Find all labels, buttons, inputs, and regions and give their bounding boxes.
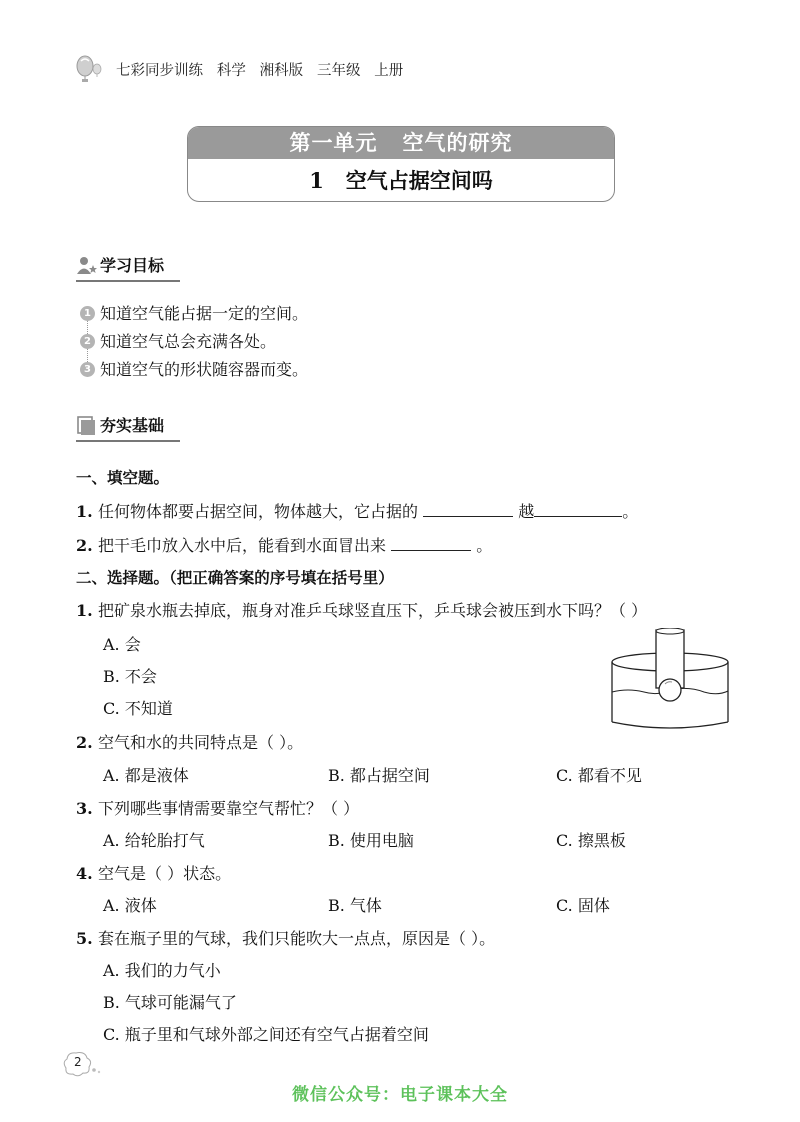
question-number: 1.	[76, 601, 93, 620]
goal-item	[80, 328, 580, 356]
question-text: 空气和水的共同特点是（ ）。	[98, 733, 304, 752]
option-c[interactable]: C. 都看不见	[556, 766, 642, 785]
question-number: 4.	[76, 864, 93, 883]
question-text: 套在瓶子里的气球，我们只能吹大一点点，原因是（ ）。	[98, 929, 496, 948]
page-number: 2	[74, 1055, 82, 1069]
question-text: 任何物体都要占据空间，物体越大，它占据的	[98, 502, 419, 521]
choice-question-2	[76, 730, 303, 753]
option-b[interactable]: B. 使用电脑	[328, 831, 414, 850]
part1-title: 一、填空题。	[76, 469, 170, 487]
goal-text: 知道空气的形状随容器而变。	[100, 360, 309, 379]
option-c[interactable]: C. 擦黑板	[556, 831, 626, 850]
lesson-title: 1 空气占据空间吗	[309, 168, 493, 193]
option-b[interactable]: B. 气体	[328, 896, 382, 915]
balloon-icon	[74, 55, 104, 87]
answer-blank[interactable]	[391, 537, 471, 551]
question-text: 越	[518, 502, 535, 521]
question-text: 。	[622, 502, 639, 521]
question-text: 下列哪些事情需要靠空气帮忙？（ ）	[98, 799, 360, 818]
title-box	[187, 126, 615, 202]
question-text: 空气是（ ）状态。	[98, 864, 232, 883]
section-goals-title: 学习目标	[100, 256, 165, 275]
option-c[interactable]: C. 不知道	[103, 699, 173, 718]
book-icon	[76, 416, 98, 440]
fill-question-2	[76, 533, 492, 556]
question-number: 2.	[76, 733, 93, 752]
option-a[interactable]: A. 我们的力气小	[103, 961, 221, 980]
goal-number-badge: 2	[80, 334, 95, 349]
section-goals-underline	[76, 280, 180, 282]
question-number: 5.	[76, 929, 93, 948]
goal-text: 知道空气总会充满各处。	[100, 332, 277, 351]
option-b[interactable]: B. 气球可能漏气了	[103, 993, 237, 1012]
question-number: 3.	[76, 799, 93, 818]
fill-question-1	[76, 499, 638, 522]
question-number: 1.	[76, 502, 93, 521]
option-a[interactable]: A. 给轮胎打气	[103, 831, 205, 850]
choice-question-5	[76, 926, 495, 949]
page-number-badge	[62, 1050, 106, 1082]
bottle-in-water-figure	[608, 628, 732, 736]
option-a[interactable]: A. 都是液体	[103, 766, 189, 785]
choice-question-4	[76, 861, 231, 884]
unit-title: 第一单元 空气的研究	[188, 127, 614, 159]
option-b[interactable]: B. 都占据空间	[328, 766, 430, 785]
goal-item	[80, 356, 580, 384]
goal-number-badge: 1	[80, 306, 95, 321]
section-basics-title: 夯实基础	[100, 416, 165, 435]
option-b[interactable]: B. 不会	[103, 667, 157, 686]
option-a[interactable]: A. 会	[103, 635, 141, 654]
choice-question-3	[76, 796, 359, 819]
part2-title: 二、选择题。（把正确答案的序号填在括号里）	[76, 569, 394, 587]
option-c[interactable]: C. 固体	[556, 896, 610, 915]
goals-list	[80, 300, 580, 384]
option-a[interactable]: A. 液体	[103, 896, 157, 915]
page-header	[74, 55, 734, 83]
learner-icon	[76, 256, 98, 280]
option-c[interactable]: C. 瓶子里和气球外部之间还有空气占据着空间	[103, 1025, 429, 1044]
question-text: 。	[476, 536, 493, 555]
choice-question-1	[76, 598, 647, 621]
header-text: 七彩同步训练 科学 湘科版 三年级 上册	[116, 63, 404, 79]
goal-number-badge: 3	[80, 362, 95, 377]
question-text: 把干毛巾放入水中后，能看到水面冒出来	[98, 536, 387, 555]
goal-text: 知道空气能占据一定的空间。	[100, 304, 309, 323]
footer-watermark: 微信公众号：电子课本大全	[292, 1085, 508, 1105]
question-text: 把矿泉水瓶去掉底，瓶身对准乒乓球竖直压下，乒乓球会被压到水下吗？（ ）	[98, 601, 648, 620]
answer-blank[interactable]	[534, 503, 622, 517]
goal-item	[80, 300, 580, 328]
question-number: 2.	[76, 536, 93, 555]
answer-blank[interactable]	[423, 503, 513, 517]
section-basics-underline	[76, 440, 180, 442]
